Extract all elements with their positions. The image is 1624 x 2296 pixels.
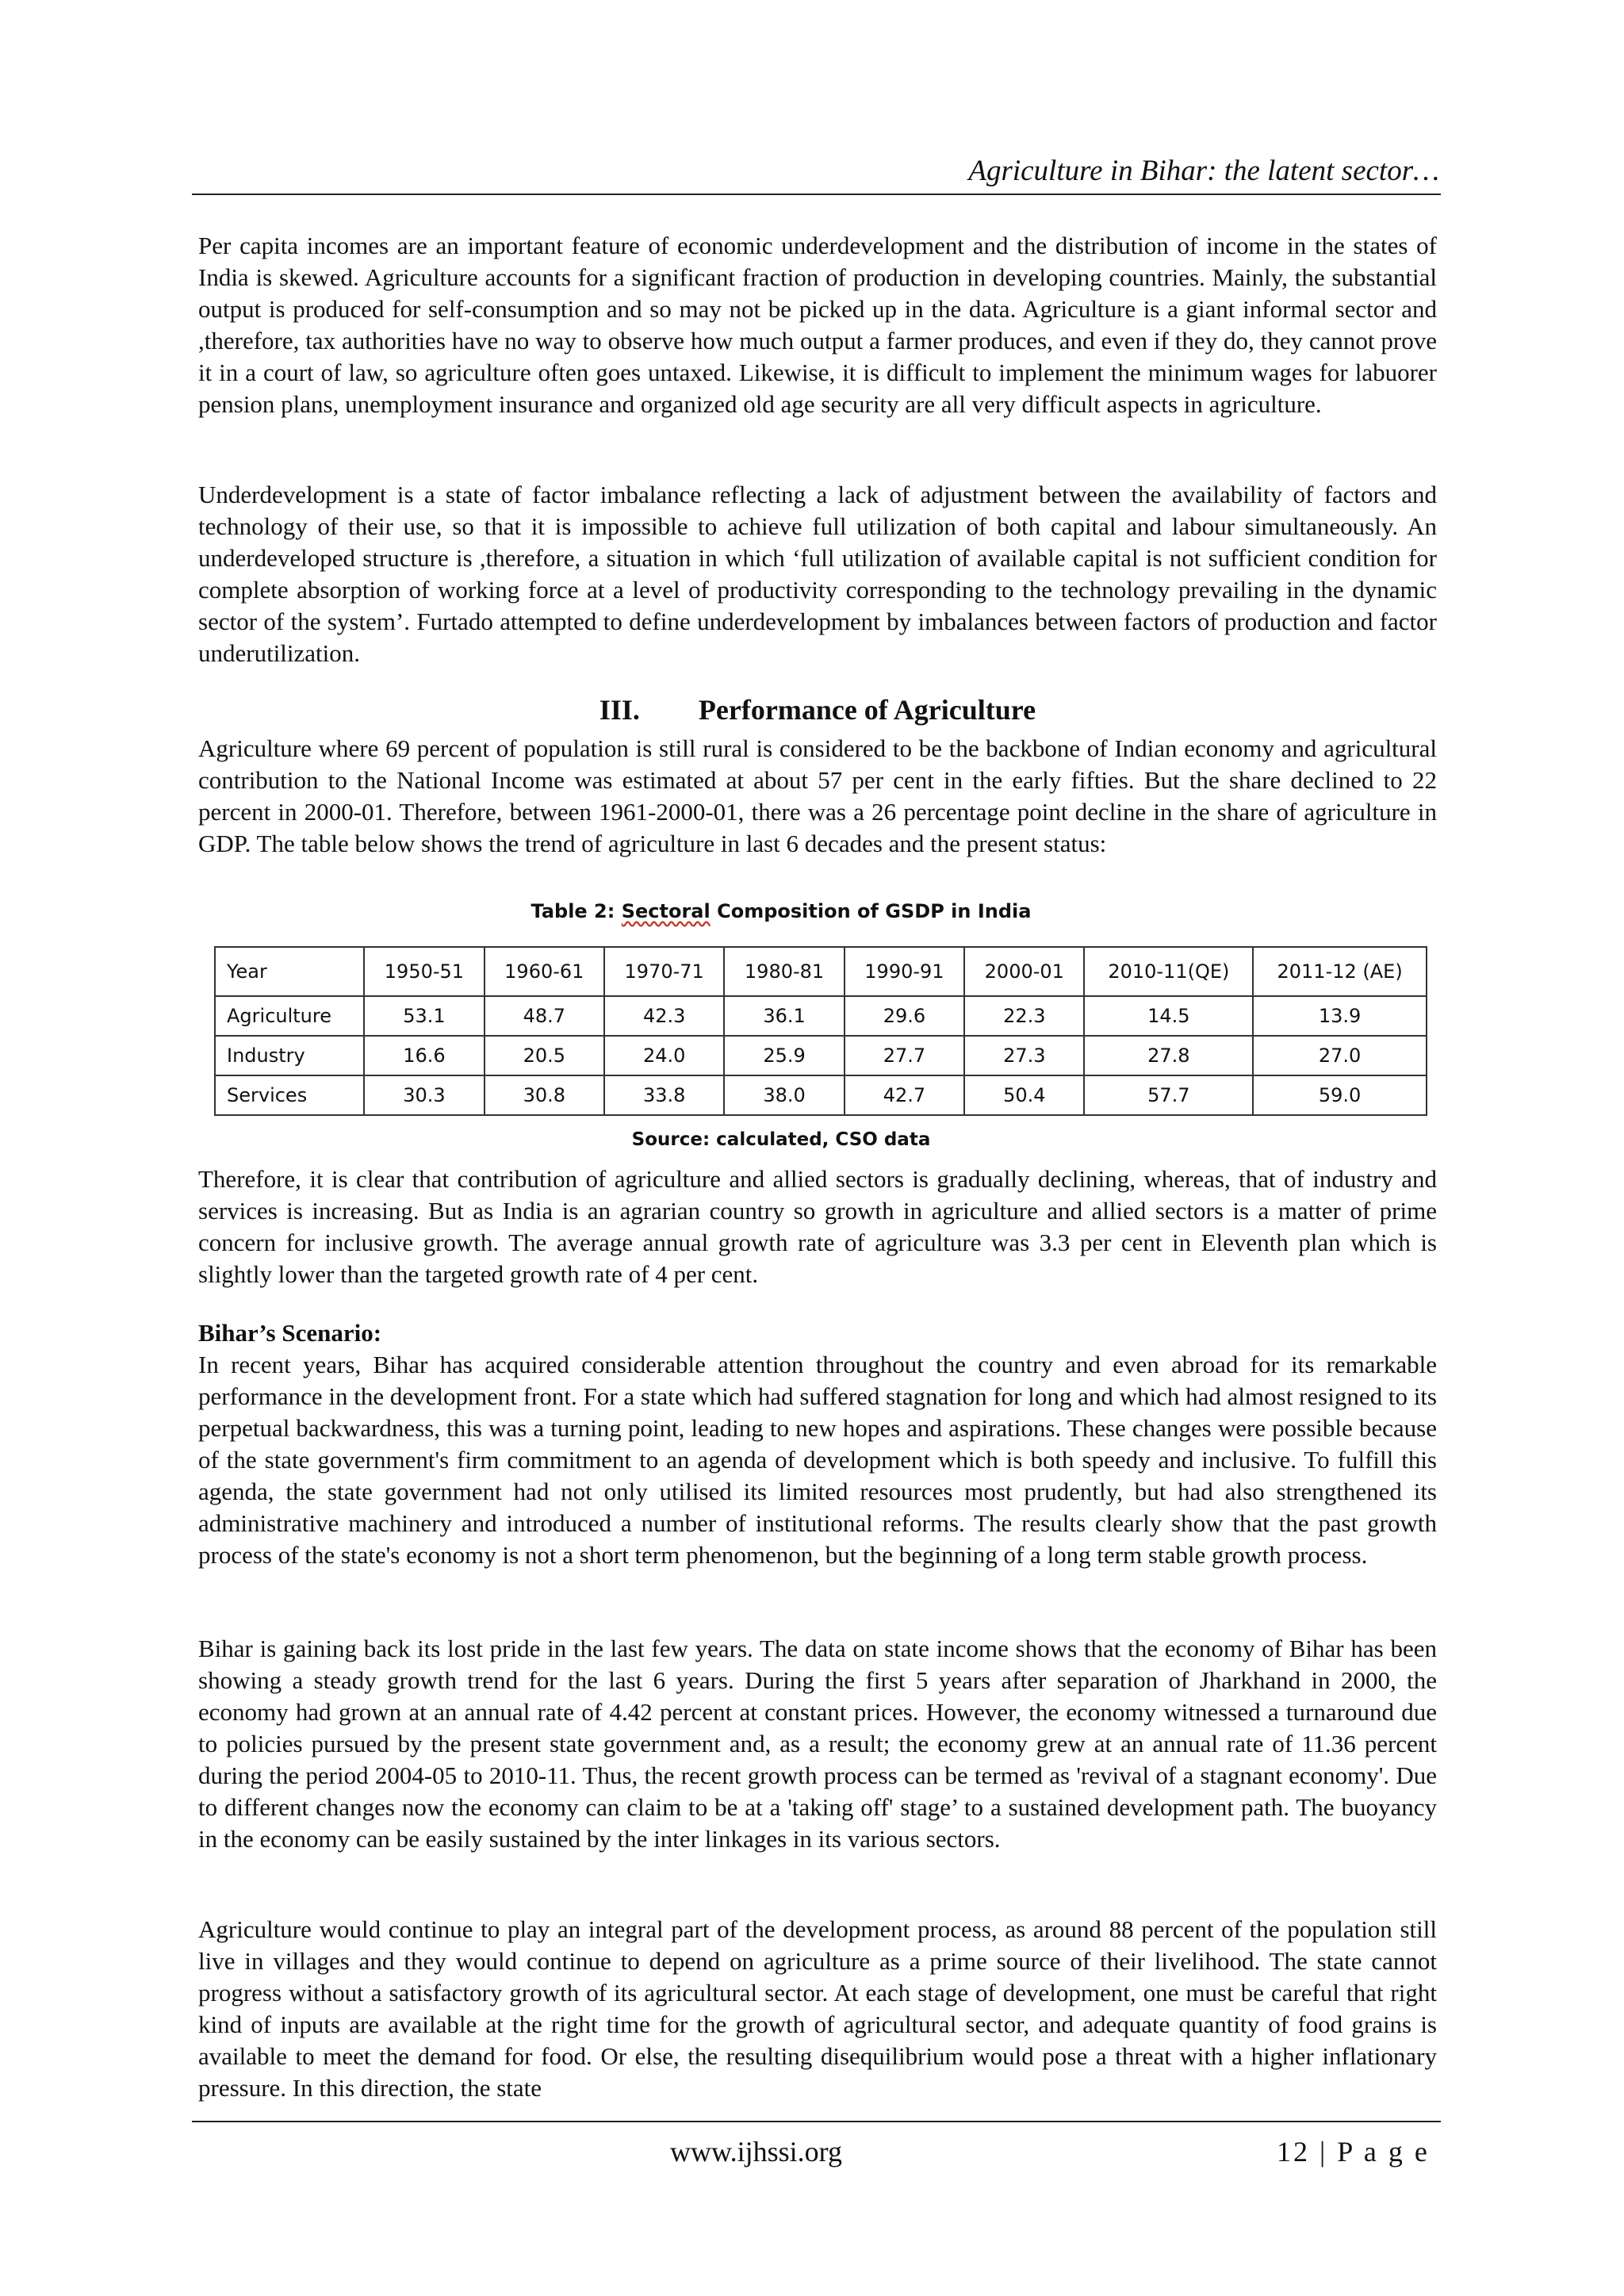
table-header-cell: 1950-51 (364, 947, 484, 996)
paragraph-per-capita: Per capita incomes are an important feature of economic underdevelopment and the distribution of income in the states of India is skewed. Agriculture accounts for a significant fraction of production in developing countries. Mainly, the substantial output is produced for self-consumption and so may not be picked up in the data. Agriculture is a giant informal sector and ,therefore, tax authorities have no way to observe how much output a farmer produces, and even if they do, they cannot prove it in a court of law, so agriculture often goes untaxed. Likewise, it is difficult to implement the minimum wages for labuorer pension plans, unemployment insurance and organized old age security are all very difficult aspects in agriculture. (198, 232, 1437, 418)
table-header-cell: 1960-61 (485, 947, 604, 996)
table-header-row (215, 947, 1427, 996)
table-cell: 25.9 (724, 1036, 844, 1075)
table-caption-suffix: Composition of GSDP in India (710, 900, 1032, 922)
table-caption-wavy-word: Sectoral (621, 900, 710, 922)
table-cell: 13.9 (1253, 996, 1427, 1036)
footer-website: www.ijhssi.org (670, 2136, 843, 2168)
footer-rule (192, 2121, 1441, 2122)
table-cell: 16.6 (364, 1036, 484, 1075)
table-cell: 27.7 (845, 1036, 964, 1075)
section-heading (198, 692, 1437, 728)
table-cell: 48.7 (485, 996, 604, 1036)
table-cell: 14.5 (1084, 996, 1253, 1036)
paragraph-underdevelopment: Underdevelopment is a state of factor imbalance reflecting a lack of adjustment between the availability of factors and technology of their use, so that it is impossible to achieve full utilization of both capital and labour simultaneously. An underdeveloped structure is ,therefore, a situation in which ‘full utilization of available capital is not sufficient condition for complete absorption of working force at a level of productivity corresponding to the technology prevailing in the dynamic sector of the system’. Furtado attempted to define underdevelopment by imbalances between factors of production and factor underutilization. (198, 481, 1437, 667)
table-cell: 50.4 (964, 1075, 1084, 1115)
table-source: Source: calculated, CSO data (631, 1129, 931, 1150)
paragraph-integral-part: Agriculture would continue to play an integral part of the development process, as around 88 percent of the population still live in villages and they would continue to depend on agriculture as a prime source of their livelihood. The state cannot progress without a satisfactory growth of its agricultural sector. At each stage of development, one must be careful that right kind of inputs are available at the right time for the growth of agricultural sector, and adequate quantity of food grains is available to meet the demand for food. Or else, the resulting disequilibrium would pose a threat with a higher inflationary pressure. In this direction, the state (198, 1915, 1437, 2102)
running-header: Agriculture in Bihar: the latent sector… (968, 155, 1439, 187)
table-cell: 27.8 (1084, 1036, 1253, 1075)
section-title: Performance of Agriculture (698, 694, 1036, 726)
table-cell: 30.3 (364, 1075, 484, 1115)
header-rule (192, 194, 1441, 195)
table-cell: 36.1 (724, 996, 844, 1036)
table-cell: 59.0 (1253, 1075, 1427, 1115)
table-cell: Industry (215, 1036, 364, 1075)
table-caption-prefix: Table 2: (530, 900, 622, 922)
table-cell: Agriculture (215, 996, 364, 1036)
table-row (215, 996, 1427, 1036)
paragraph-performance: Agriculture where 69 percent of population is still rural is considered to be the backbone of Indian economy and agricultural contribution to the National Income was estimated at about 57 per cent in the early fifties. But the share declined to 22 percent in 2000-01. Therefore, between 1961-2000-01, there was a 26 percentage point decline in the share of agriculture in GDP. The table below shows the trend of agriculture in last 6 decades and the present status: (198, 734, 1437, 857)
table-cell: 22.3 (964, 996, 1084, 1036)
table-header-cell: 1980-81 (724, 947, 844, 996)
paragraph-recent-years: In recent years, Bihar has acquired considerable attention throughout the country and even abroad for its remarkable performance in the development front. For a state which had suffered stagnation for long and which had almost resigned to its perpetual backwardness, this was a turning point, leading to new hopes and aspirations. These changes were possible because of the state government's firm commitment to an agenda of development which is both speedy and inclusive. To fulfill this agenda, the state government had not only utilised its limited resources most prudently, but had also strengthened its administrative machinery and introduced a number of institutional reforms. The results clearly show that the past growth process of the state's economy is not a short term phenomenon, but the beginning of a long term stable growth process. (198, 1351, 1437, 1569)
table-header-cell: 2010-11(QE) (1084, 947, 1253, 996)
table-cell: 33.8 (604, 1075, 724, 1115)
table-header-cell: 1970-71 (604, 947, 724, 996)
table-cell: 20.5 (485, 1036, 604, 1075)
table-caption (198, 898, 1364, 925)
table-cell: 57.7 (1084, 1075, 1253, 1115)
table-cell: 27.0 (1253, 1036, 1427, 1075)
table-cell: 42.7 (845, 1075, 964, 1115)
table-row (215, 1075, 1427, 1115)
subheading-bihar-scenario: Bihar’s Scenario: (198, 1319, 382, 1347)
gsdp-table (214, 946, 1427, 1116)
footer-page-number: 12 | P a g e (1277, 2136, 1430, 2168)
table-header-cell: 2011-12 (AE) (1253, 947, 1427, 996)
table-row (215, 1036, 1427, 1075)
table-cell: 27.3 (964, 1036, 1084, 1075)
table-header-cell: Year (215, 947, 364, 996)
table-cell: Services (215, 1075, 364, 1115)
table-cell: 30.8 (485, 1075, 604, 1115)
table-cell: 38.0 (724, 1075, 844, 1115)
table-cell: 53.1 (364, 996, 484, 1036)
paragraph-lost-pride: Bihar is gaining back its lost pride in the last few years. The data on state income shows that the economy of Bihar has been showing a steady growth trend for the last 6 years. During the first 5 years after separation of Jharkhand in 2000, the economy had grown at an annual rate of 4.42 percent at constant prices. However, the economy witnessed a turnaround due to policies pursued by the present state government and, as a result; the economy grew at an annual rate of 11.36 percent during the period 2004-05 to 2010-11. Thus, the recent growth process can be termed as 'revival of a stagnant economy'. Due to different changes now the economy can claim to be at a 'taking off' stage’ to a sustained development path. The buoyancy in the economy can be easily sustained by the inter linkages in its various sectors. (198, 1635, 1437, 1853)
table-cell: 24.0 (604, 1036, 724, 1075)
table-header-cell: 1990-91 (845, 947, 964, 996)
table-cell: 29.6 (845, 996, 964, 1036)
table-cell: 42.3 (604, 996, 724, 1036)
table-header-cell: 2000-01 (964, 947, 1084, 996)
paragraph-therefore: Therefore, it is clear that contribution of agriculture and allied sectors is gradually declining, whereas, that of industry and services is increasing. But as India is an agrarian country so growth in agriculture and allied sectors is a matter of prime concern for inclusive growth. The average annual growth rate of agriculture was 3.3 per cent in Eleventh plan which is slightly lower than the targeted growth rate of 4 per cent. (198, 1165, 1437, 1288)
section-number: III. (599, 694, 640, 726)
